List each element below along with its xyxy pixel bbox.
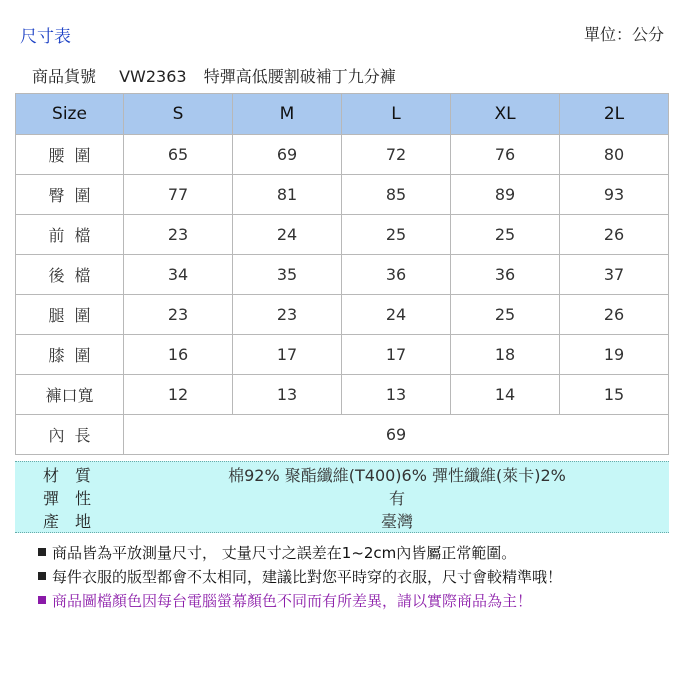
table-cell: 18: [451, 335, 560, 375]
row-label: 後檔: [16, 255, 124, 295]
note-text: 商品圖檔顏色因每台電腦螢幕顏色不同而有所差異，請以實際商品為主！: [52, 592, 533, 610]
table-cell: 26: [560, 215, 669, 255]
table-cell: 77: [124, 175, 233, 215]
product-name: 特彈高低腰割破補丁九分褲: [203, 67, 396, 86]
square-bullet-icon: [38, 572, 46, 580]
table-cell: 81: [233, 175, 342, 215]
row-label: 腿圍: [16, 295, 124, 335]
table-cell: 80: [560, 135, 669, 175]
table-cell: 26: [560, 295, 669, 335]
material-row: [15, 463, 669, 485]
table-cell: 25: [451, 295, 560, 335]
notes-list: [38, 542, 562, 614]
material-info-panel: [15, 461, 669, 533]
table-row: [16, 295, 669, 335]
table-cell: 17: [233, 335, 342, 375]
row-label: 腰圍: [16, 135, 124, 175]
column-header: 2L: [560, 94, 669, 135]
size-chart-title: 尺寸表: [20, 27, 71, 47]
note-item: [38, 566, 562, 590]
table-cell: 24: [233, 215, 342, 255]
stretch-row: [15, 486, 669, 508]
table-cell: 12: [124, 375, 233, 415]
square-bullet-icon: [38, 596, 46, 604]
table-cell: 36: [451, 255, 560, 295]
square-bullet-icon: [38, 548, 46, 556]
product-code-label: 商品貨號: [32, 67, 97, 86]
table-cell: 23: [124, 215, 233, 255]
table-cell: 16: [124, 335, 233, 375]
table-row-inseam: [16, 415, 669, 455]
note-item: [38, 542, 562, 566]
table-cell: 25: [451, 215, 560, 255]
table-cell: 36: [342, 255, 451, 295]
origin-value: 臺灣: [380, 512, 413, 531]
table-row: [16, 375, 669, 415]
table-cell: 76: [451, 135, 560, 175]
table-cell: 89: [451, 175, 560, 215]
table-cell: 34: [124, 255, 233, 295]
table-cell: 15: [560, 375, 669, 415]
row-label: 前檔: [16, 215, 124, 255]
material-label: 材質: [43, 466, 108, 485]
column-header: XL: [451, 94, 560, 135]
note-text: 商品皆為平放測量尺寸， 丈量尺寸之誤差在1~2cm內皆屬正常範圍。: [52, 544, 517, 562]
table-cell: 65: [124, 135, 233, 175]
table-cell: 25: [342, 215, 451, 255]
table-cell: 24: [342, 295, 451, 335]
note-item: [38, 590, 562, 614]
table-cell: 85: [342, 175, 451, 215]
column-header: M: [233, 94, 342, 135]
column-header: L: [342, 94, 451, 135]
table-header-row: [16, 94, 669, 135]
table-cell: 23: [233, 295, 342, 335]
table-cell: 13: [233, 375, 342, 415]
table-cell: 69: [233, 135, 342, 175]
table-cell: 17: [342, 335, 451, 375]
product-code: VW2363: [119, 67, 187, 86]
table-cell: 19: [560, 335, 669, 375]
note-text: 每件衣服的版型都會不太相同，建議比對您平時穿的衣服，尺寸會較精準哦！: [52, 568, 563, 586]
table-cell: 37: [560, 255, 669, 295]
table-cell: 14: [451, 375, 560, 415]
product-info: [32, 64, 396, 87]
material-value: 棉92% 聚酯纖維(T400)6% 彈性纖維(萊卡)2%: [228, 466, 566, 485]
size-table: [15, 93, 669, 455]
table-cell: 13: [342, 375, 451, 415]
table-cell: 23: [124, 295, 233, 335]
origin-row: [15, 509, 669, 531]
table-row: [16, 255, 669, 295]
table-row: [16, 215, 669, 255]
column-header: S: [124, 94, 233, 135]
origin-label: 產地: [43, 512, 108, 531]
table-row: [16, 335, 669, 375]
stretch-label: 彈性: [43, 489, 108, 508]
column-header: Size: [16, 94, 124, 135]
stretch-value: 有: [388, 489, 405, 508]
row-label: 臀圍: [16, 175, 124, 215]
table-cell: 35: [233, 255, 342, 295]
row-label: 內長: [16, 415, 124, 455]
table-row: [16, 175, 669, 215]
inseam-value: 69: [124, 415, 669, 455]
row-label: 褲口寬: [16, 375, 124, 415]
table-cell: 72: [342, 135, 451, 175]
unit-label: 單位：公分: [583, 25, 664, 44]
table-row: [16, 135, 669, 175]
row-label: 膝圍: [16, 335, 124, 375]
table-cell: 93: [560, 175, 669, 215]
